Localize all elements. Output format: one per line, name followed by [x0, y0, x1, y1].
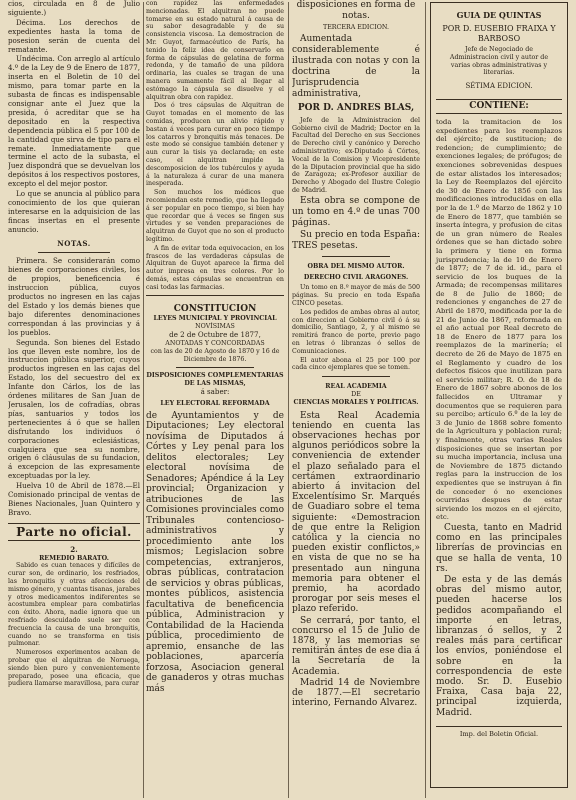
item-number: 2.: [70, 544, 78, 554]
contiene-heading: CONTIENE:: [436, 99, 562, 114]
paragraph: Aumentada considerablemente é ilustrada con notas y con la doctrina de la Jurisprudencia administrativa,: [292, 33, 420, 99]
item-title: REMEDIO BARATO.: [39, 554, 109, 562]
imprint-line: Imp. del Boletin Oficial.: [436, 726, 562, 739]
paragraph: A fin de evitar toda equivocacion, en los frascos de las verdaderas cápsulas de Alquitran de Guyot aparece la firma del autor impresa en tres colores. Por lo demás, estas cápsulas se encuentran en casi todas las farmacias.: [146, 244, 284, 291]
paragraph: Numerosos experimentos acaban de probar que el alquitran de Noruega, siendo bien puro y convenientemente preparado, posee una eficacia, que pudiera llamarse maravillosa, para curar: [8, 649, 140, 688]
divider: [322, 256, 390, 257]
paragraph: Los pedidos de ambas obras al autor, con direccion al Gobierno civil ó á su domicilio, Santiago, 2, y al mismo se remitirá franco de porte, previo pago en letras ó libranzas ó sellos de Comunicaciones.: [292, 308, 420, 355]
ad-subtitle: ANOTADAS Y CONCORDADAS: [165, 339, 265, 347]
paragraph: Cuesta, tanto en Madrid como en las principales librerías de provincias en que se halla de venta, 10 rs.: [436, 522, 562, 574]
divider: [146, 295, 284, 296]
ad-subtitle: de 2 de Octubre de 1877,: [169, 330, 261, 340]
column-4: [430, 0, 568, 800]
section-title: Parte no oficial.: [8, 523, 140, 541]
guide-author: POR D. EUSEBIO FRAIXA Y BARBOSO: [442, 24, 556, 43]
paragraph: Lo que se anuncia al público para conocimiento de los que quieran interesarse en la adquisicion de las fincas insertas en el presente anuncio.: [8, 189, 140, 234]
guide-subtitle: Jefe de Negociado de Administracion civil y autor de varias obras administrativas y literarias.: [449, 46, 549, 77]
column-1: [8, 0, 140, 800]
notas-heading: NOTAS.: [57, 238, 91, 248]
paragraph: Undécima. Con arreglo al artículo 4.º de la Ley de 9 de Enero de 1877, inserta en el Boletin de 10 del mismo, para tomar parte en la subasta de fincas es indispensable consignar ante el Juez que la presida, ó acreditar que se ha depositado en la respectiva dependencia pública el 5 por 100 de la cantidad que sirva de tipo para el remate. Inmediatamente que termine el acto de la subasta, el Juez dispondrá que se devuelvan los depósitos á los respectivos postores, excepto el del mejor postor.: [8, 54, 140, 189]
paragraph: Su precio en toda España: TRES pesetas.: [292, 229, 420, 251]
column-rule: [425, 2, 426, 798]
ad-subtitle: LEY ELECTORAL REFORMADA: [160, 399, 270, 407]
paragraph: Sabido es cuan tenaces y difíciles de curar son, de ordinario, los resfriados, las bronquitis y otras afecciones del mismo género, y cuantas tisanas, jarabes y otros medicamentos indiferentes se acostumbra emplear para combatirlas con éxito. Ahora, nadie ignora que un resfriado descuidado suele ser con frecuencia la causa de una bronquitis, cuando no se transforma en tisis pulmonar.: [8, 562, 140, 648]
paragraph: Madrid 14 de Noviembre de 1877.—El secretario interino, Fernando Alvarez.: [292, 677, 420, 709]
paragraph: con rapidez las enfermedades mencionadas. El alquitran no puede tomarse en su estado natural á causa de su sabor desagradable y de su consistencia viscosa. La demostracion de Mr. Guyot, farmacéutico de París, ha tenido la feliz idea de conservarlo en forma de cápsulas de gelatina de forma redonda, y de tamaño de una píldora ordinaria, las cuales se tragan de una manera sumamente fácil al llegar al estómago la cápsula se disuelve y el alquitran obra con rapidez.: [146, 0, 284, 101]
column-2: [146, 0, 284, 800]
paragraph: Esta Real Academia teniendo en cuenta las observaciones hechas por algunos periódicos sobre la conveniencia de extender el plazo señalado para el certámen extraordinario abierto á invitacion del Excelentísimo Sr. Marqués de Guadiaro sobre el tema siguiente: «Demostracion de que entre la Religion católica y la ciencia no pueden existir conflictos,» en vista de que no se ha presentado aun ninguna memoria para obtener el premio, ha acordado prorogar por seis meses el plazo referido.: [292, 410, 420, 615]
signature-paragraph: Huelva 10 de Abril de 1878.—El Comisionado principal de ventas de Bienes Nacionales, Juan Quintero y Bravo.: [8, 481, 140, 517]
ad-subtitle: á saber:: [200, 386, 230, 396]
ad-subtitle: DISPOSICIONES COMPLEMENTARIAS DE LAS MISMAS,: [146, 372, 284, 388]
edition-label: TERCERA EDICION.: [323, 24, 389, 31]
divider: [38, 252, 110, 253]
ad-subtitle: LEYES MUNICIPAL Y PROVINCIAL: [153, 315, 277, 323]
paragraph: El autor abona el 25 por 100 por cada cinco ejemplares que se tomen.: [292, 356, 420, 372]
guia-de-quintas-box: [430, 2, 568, 788]
ad-title: CONSTITUCION: [173, 304, 257, 315]
paragraph: toda la tramitacion de los expedientes para los reemplazos del ejército; de sustitucion; de redencion; de cumplimiento; de exenciones legales; de prófugos; de exenciones sobrevenidas despues de estar alistados los interesados; la Ley de Reemplazos del ejército de 30 de Enero de 1856 con las modificaciones introducidas en ella por la de 1.º de Marzo de 1862 y 10 de Enero de 1877, que también se inserta íntegra, y profusion de citas de un gran número de Reales órdenes que se han dictado sobre la primera y tiene en forma jurisprudencia; la de 10 de Enero de 1877; de 7 de id. id., para el servicio de los buques de la Armada; de recompensas militares de 8 de Julio de 1860; de redenciones y enganches de 27 de Abril de 1870, modificada por la de 21 de Junio de 1867, reformada en el año actual por Real decreto de 18 de Enero de 1877 para los reemplazos de la marinería; el decreto de 26 de Mayo de 1875 en el Reglamento y cuadro de los defectos físicos que inutilizan para el servicio militar; R. O. de 18 de Enero de 1867 sobre abonos de los fallecidos en Ultramar y documentos que se requieren para su percibo; artículo 6.º de la ley de 3 de Junio de 1868 sobre fomento de la Agricultura y poblacion rural; y finalmente, otras varias Reales disposiciones que se insertan por su mucha importancia, inclusa una de Noviembre de 1875 dictando reglas para la instruccion de los expedientes que se instruyan á fin de conceder ó no exenciones ocurridas despues de estar sirviendo los mozos en el ejército, etc.: [436, 118, 562, 522]
edition-label: SÉTIMA EDICION.: [465, 82, 533, 91]
paragraph: cios, circulada en 8 de Julio siguiente.): [8, 0, 140, 17]
paragraph: Se cerrará, por tanto, el concurso el 15 de Julio de 1878, y las memorias se remitirán ántes de ese dia á la Secretaría de la Academia.: [292, 615, 420, 677]
author-line: POR D. ANDRES BLAS,: [297, 102, 415, 113]
column-rule: [288, 2, 289, 798]
heading: OBRA DEL MISMO AUTOR.: [307, 262, 405, 270]
heading: DE: [351, 390, 361, 398]
divider: [322, 376, 390, 377]
paragraph: Esta obra se compone de un tomo en 4.º de unas 700 páginas.: [292, 195, 420, 228]
heading: DERECHO CIVIL ARAGONES.: [303, 273, 409, 281]
guide-title: GUIA DE QUINTAS: [456, 10, 542, 20]
column-3: [292, 0, 420, 800]
ad-subtitle: con las de 20 de Agosto de 1870 y 16 de Diciembre de 1876.: [150, 347, 280, 363]
paragraph: de Ayuntamientos y de Diputaciones; Ley electoral novísima de Diputados á Córtes y Ley penal para los delitos electorales; Ley electoral novísima de Senadores; Apéndice á la Ley provincial; Organizacion y atribuciones de las Comisiones provinciales como Tribunales contencioso-administrativos y procedimiento ante los mismos; Legislacion sobre competencias, extranjeros, obras públicas, contratacion de servicios y obras públicas, montes públicos, asistencia facultativa de beneficencia pública, Administracion y Contabilidad de la Hacienda pública, procedimiento de apremio, ensanche de las poblaciones, aparcería forzosa, Asociacion general de ganaderos y otras muchas más: [146, 410, 284, 694]
paragraph: disposiciones en forma de notas.: [296, 0, 416, 21]
paragraph: Un tomo en 8.º mayor de más de 500 páginas. Su precio en toda España CINCO pesetas.: [292, 284, 420, 307]
paragraph: De esta y de las demás obras del mismo autor, pueden hacerse los pedidos acompañando el importe en letras, libranzas ó sellos, y 2 reales más para certificar los envíos, poniéndose el sobre en la correspondencia de este modo. Sr. D. Eusebio Fraixa, Casa baja 22, principal izquierda, Madrid.: [436, 574, 562, 718]
ad-subtitle: NOVÍSIMAS: [195, 323, 235, 331]
paragraph: Son muchos los médicos que recomiendan este remedio, que ha llegado á ser popular en poco tiempo, si bien hay que recordar que á veces se fingen sus virtudes y se venden preparaciones de alquitran de Guyot que no son el producto legítimo.: [146, 189, 284, 243]
column-rule: [143, 2, 144, 798]
paragraph: Décima. Los derechos de expedientes hasta la toma de posesion serán de cuenta del rematante.: [8, 17, 140, 54]
paragraph: Segunda. Son bienes del Estado los que lleven este nombre, los de instruccion pública superior, cuyos productos ingresen en las cajas del Estado, los del secuestro del ex Infante don Cárlos, los de las órdenes militares de San Juan de Jerusalen, los de cofradías, obras pías, santuarios y todos los pertenecientes á ó que se hallen disfrutando los individuos ó corporaciones eclesiásticas, cualquiera que sea su nombre, origen ó cláusulas de su fundacion, á excepcion de las expresamente exceptuadas por la ley.: [8, 337, 140, 481]
heading: REAL ACADEMIA: [325, 383, 387, 391]
heading: CIENCIAS MORALES Y POLÍTICAS.: [293, 398, 419, 406]
paragraph: Dos ó tres cápsulas de Alquitran de Guyot tomadas en el momento de las comidas, producen un alivio rápido y bastan á veces para curar en poco tiempo los catarros y bronquitis más tenaces. De este modo se consigue también detener y aun curar la tisis ya declarada; en este caso, el alquitran impide la descomposicion de los tubérculos y ayuda á la naturaleza á curar de una manera inesperada.: [146, 102, 284, 188]
divider: [176, 367, 254, 368]
paragraph: Primera. Se considerarán como bienes de corporaciones civiles, los de propios, beneficencia é instruccion pública, cuyos productos no ingresen en las cajas del Estado y los demás bienes que bajo diferentes denominaciones correspondan á las provincias y á los pueblos.: [8, 256, 140, 337]
paragraph: Jefe de la Administracion del Gobierno civil de Madrid; Doctor en la Facultad del Derecho en sus Secciones de Derecho civil y canónico y Derecho administrativo; ex-Diputado á Córtes, Vocal de la Comision y Vicepresidente de la Diputacion provincial que ha sido de Zaragoza; ex-Profesor auxiliar de Derecho y Abogado del Ilustre Colegio de Madrid.: [292, 116, 420, 194]
